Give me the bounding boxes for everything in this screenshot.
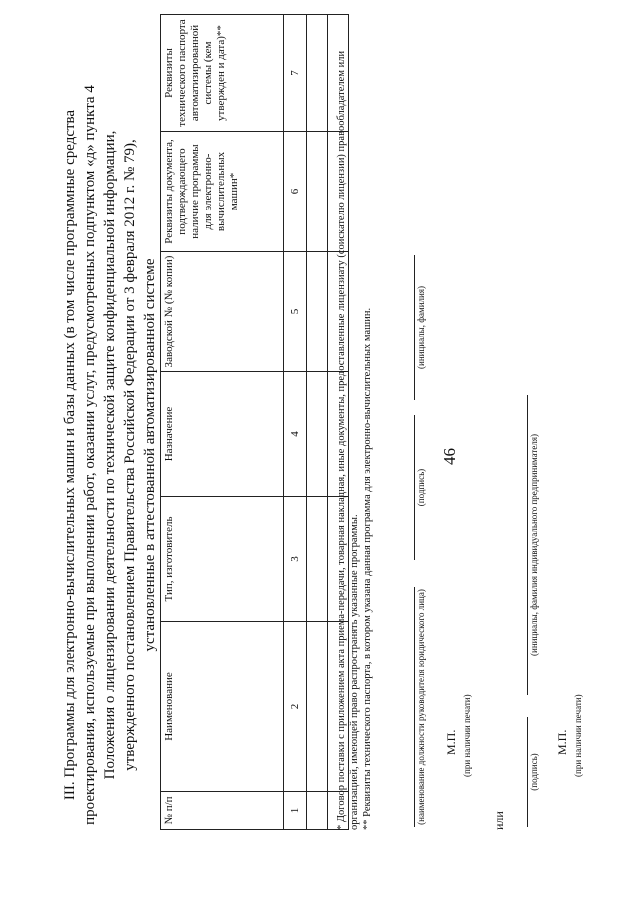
table-row — [307, 15, 328, 830]
signature-line — [414, 415, 415, 560]
stamp-label: М.П. — [444, 729, 458, 755]
signature-line-2 — [527, 717, 528, 827]
title-line: Положения о лицензировании деятельности по технической защите конфиденциальной информации, — [102, 130, 118, 780]
header-cell: Тип, изготовитель — [161, 497, 284, 622]
column-number: 7 — [284, 15, 307, 132]
page-number: 46 — [440, 448, 459, 465]
column-number: 6 — [284, 132, 307, 252]
position-line — [414, 587, 415, 827]
footnote: * Договор поставки с приложением акта приема-передачи, товарная накладная, иные документы, предоставленные лицензиату (соискателю лицензии) правообладателем или организацией, имеющей право распространять указанные программы. — [336, 50, 360, 830]
header-cell: Наименование — [161, 622, 284, 792]
initials-line — [414, 255, 415, 400]
title-line: утвержденного постановлением Правительства Российской Федерации от 3 февраля 2012 г. № 79), — [122, 139, 138, 771]
software-table — [160, 14, 349, 830]
title-line: установленные в аттестованной автоматизированной системе — [142, 258, 158, 652]
signature-caption: (подпись) — [416, 468, 426, 507]
stamp-note-2: (при наличии печати) — [573, 694, 583, 777]
ip-caption: (инициалы, фамилия индивидуального предпринимателя) — [529, 434, 539, 656]
column-number: 4 — [284, 372, 307, 497]
header-cell: Реквизиты технического паспорта автоматизированной системы (кем утвержден и дата)** — [161, 15, 284, 132]
header-cell: Назначение — [161, 372, 284, 497]
footnote: ** Реквизиты технического паспорта, в котором указана данная программа для электронно-вычислительных машин. — [362, 307, 373, 830]
signature-caption-2: (подпись) — [529, 753, 539, 791]
title-line: III. Программы для электронно-вычислительных машин и базы данных (в том числе программные средства — [62, 109, 78, 801]
column-number: 5 — [284, 252, 307, 372]
header-cell: Реквизиты документа, подтверждающего наличие программы для электронно-вычислительных машин* — [161, 132, 284, 252]
table-header-row — [161, 15, 284, 830]
stamp-note: (при наличии печати) — [462, 694, 472, 777]
column-number-row — [284, 15, 307, 830]
ip-line — [527, 395, 528, 695]
column-number: 1 — [284, 792, 307, 830]
column-number: 2 — [284, 622, 307, 792]
header-cell: № п/п — [161, 792, 284, 830]
column-number: 3 — [284, 497, 307, 622]
initials-caption: (инициалы, фамилия) — [416, 286, 426, 369]
footnotes — [335, 10, 374, 830]
position-caption: (наименование должности руководителя юридического лица) — [416, 589, 426, 825]
or-label: или — [492, 811, 506, 830]
stamp-label-2: М.П. — [555, 729, 569, 755]
header-cell: Заводской № (№ копии) — [161, 252, 284, 372]
title-line: проектирования, используемые при выполнении работ, оказании услуг, предусмотренных подпунктом «д» пункта 4 — [82, 85, 98, 825]
section-title — [60, 45, 160, 865]
